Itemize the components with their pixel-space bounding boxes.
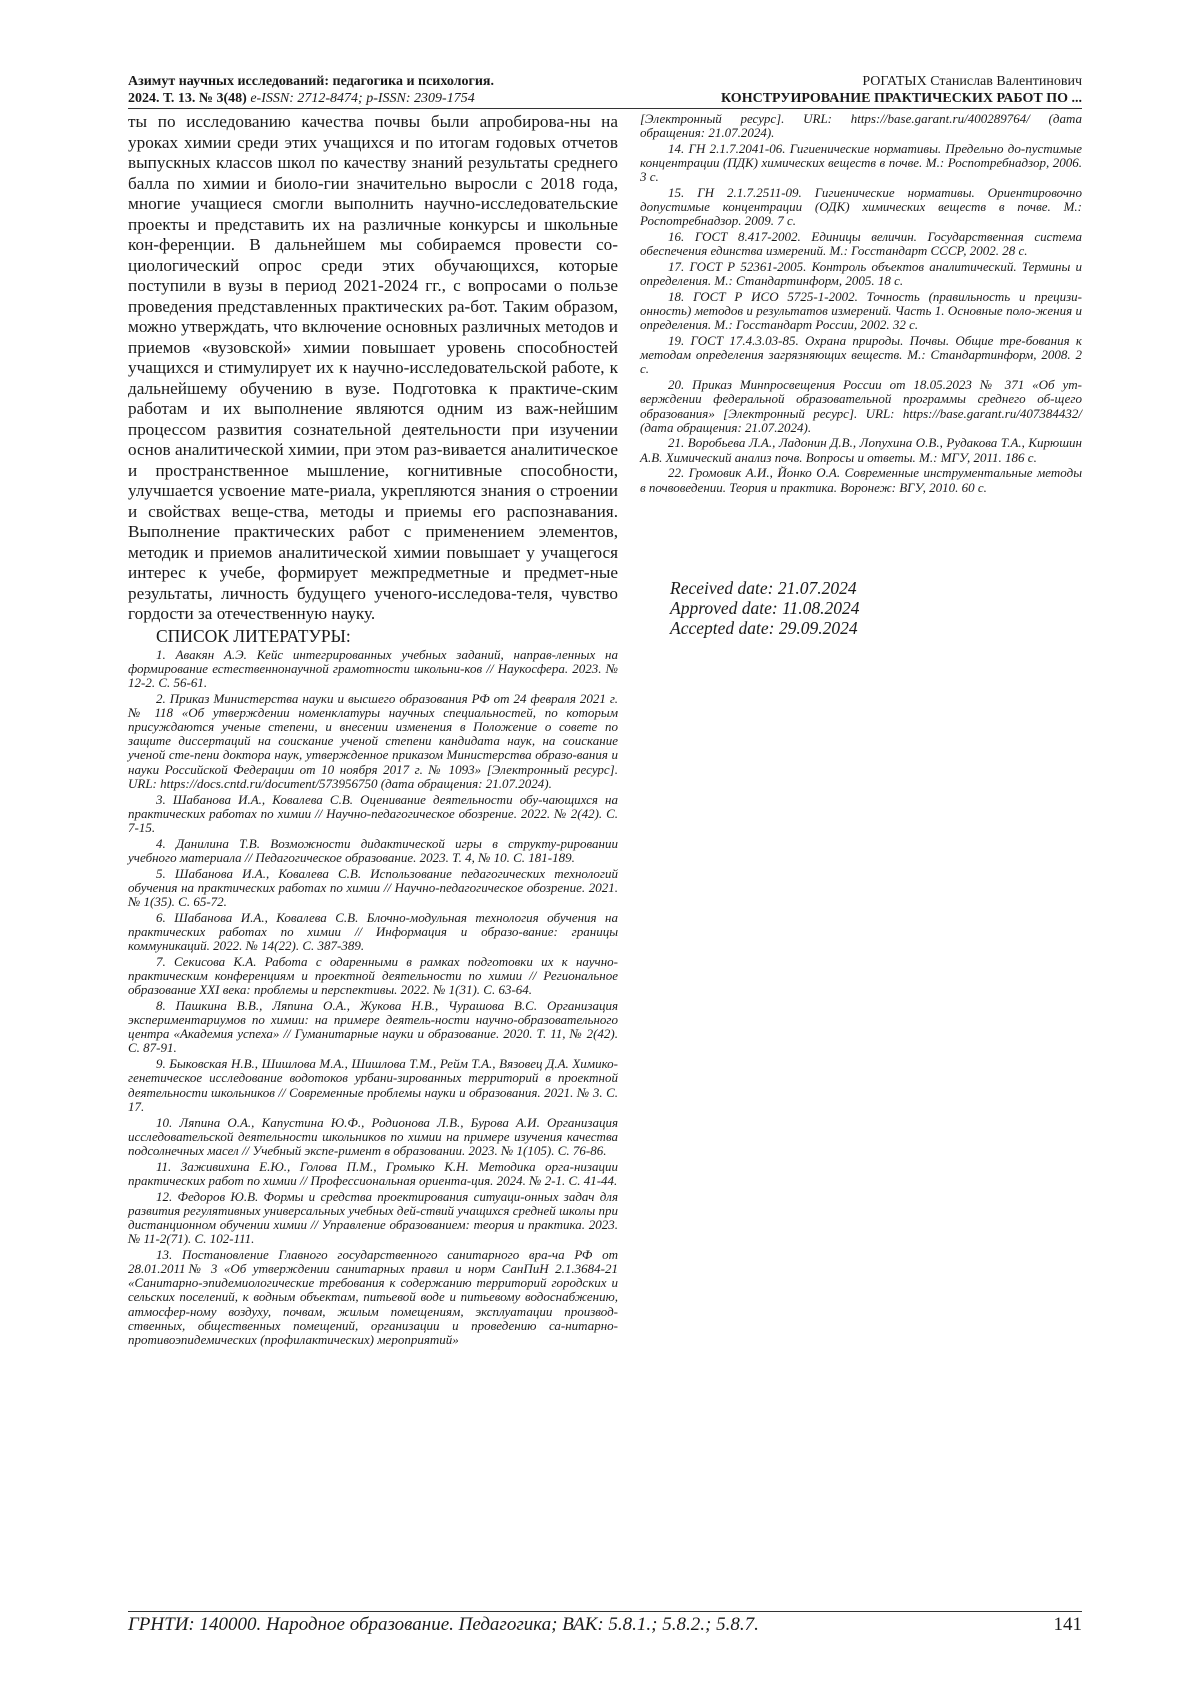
reference-item: 15. ГН 2.1.7.2511-09. Гигиенические нормативы. Ориентировочно допустимые концентрации (ОДК) химических веществ в почве. М.: Роспотребнадзор. 2009. 7 с. (640, 185, 1082, 229)
approved-date: Approved date: 11.08.2024 (670, 598, 860, 618)
journal-issn: e-ISSN: 2712-8474; p-ISSN: 2309-1754 (246, 91, 475, 106)
journal-name: Азимут научных исследований: педагогика и психология. (128, 74, 495, 89)
reference-item: 22. Громовик А.И., Йонко О.А. Современные инструментальные методы в почвоведении. Теория и практика. Воронеж: ВГУ, 2010. 60 с. (640, 465, 1082, 495)
reference-item: 7. Секисова К.А. Работа с одаренными в рамках подготовки их к научно-практическим конференциям и проектной деятельности по химии // Региональное образование XXI века: проблемы и перспективы. 2022. № 1(31). С. 63-64. (128, 953, 618, 998)
reference-item: 8. Пашкина В.В., Ляпина О.А., Жукова Н.В., Чурашова В.С. Организация экспериментариумов по химии: на примере деятель-ности научно-образовательного центра «Академия успеха» // Гуманитарные науки и образование. 2020. Т. 11, № 2(42). С. 87-91. (128, 997, 618, 1056)
accepted-date: Accepted date: 29.09.2024 (670, 618, 858, 638)
footer-classification: ГРНТИ: 140000. Народное образование. Педагогика; ВАК: 5.8.1.; 5.8.2.; 5.8.7. (128, 1614, 759, 1635)
reference-item: 4. Данилина Т.В. Возможности дидактической игры в структу-рировании учебного материала // Педагогическое образование. 2023. Т. 4, № 10. С. 181-189. (128, 835, 618, 865)
reference-item: 20. Приказ Минпросвещения России от 18.05.2023 № 371 «Об ут-верждении федеральной образовательной программы среднего об-щего образования» [Электронный ресурс]. URL: https://base.garant.ru/407384432/ (дата обращения: 21.07.2024). (640, 377, 1082, 435)
reference-item: 9. Быковская Н.В., Шишлова М.А., Шишлова Т.М., Рейм Т.А., Вязовец Д.А. Химико-генетическое исследование водотоков урбани-зированных территорий в проектной деятельности школьников // Современные проблемы науки и образования. 2021. № 3. С. 17. (128, 1056, 618, 1114)
references-list-right (640, 112, 1082, 495)
reference-item: 11. Заживихина Е.Ю., Голова П.М., Громыко К.Н. Методика орга-низации практических работ по химии // Профессиональная ориента-ция. 2024. № 2-1. С. 41-44. (128, 1158, 618, 1188)
page-number: 141 (1053, 1614, 1082, 1635)
references-title: СПИСОК ЛИТЕРАТУРЫ: (156, 625, 351, 646)
reference-item: 21. Воробьева Л.А., Ладонин Д.В., Лопухина О.В., Рудакова Т.А., Кирюшин А.В. Химический анализ почв. Вопросы и ответы. М.: МГУ, 2011. 186 с. (640, 435, 1082, 465)
article-title: КОНСТРУИРОВАНИЕ ПРАКТИЧЕСКИХ РАБОТ ПО ... (721, 91, 1082, 106)
journal-issue: 2024. Т. 13. № 3(48) (128, 91, 247, 106)
reference-item: 18. ГОСТ Р ИСО 5725-1-2002. Точность (правильность и прецизи-онность) методов и результатов измерений. Часть 1. Основные поло-жения и определения. М.: Госстандарт России, 2002. 32 с. (640, 288, 1082, 333)
reference-item: 5. Шабанова И.А., Ковалева С.В. Использование педагогических технологий обучения на практических работах по химии // Научно-педагогическое обозрение. 2021. № 1(35). С. 65-72. (128, 865, 618, 909)
reference-item: 13. Постановление Главного государственного санитарного вра-ча РФ от 28.01.2011№ 3 «Об утверждении санитарных правил и норм СанПиН 2.1.3684-21 «Санитарно-эпидемиологические требования к содержанию территорий городских и сельских поселений, к водным объектам, питьевой воде и питьевому водоснабжению, атмосфер-ному воздуху, почвам, жилым помещениям, эксплуатации производ-ственных, общественных помещений, организации и проведению са-нитарно-противоэпидемических (профилактических) мероприятий» (128, 1246, 618, 1348)
reference-item: 12. Федоров Ю.В. Формы и средства проектирования ситуаци-онных задач для развития регулятивных универсальных учебных дей-ствий учащихся средней школы при дистанционном обучении химии // Управление образованием: теория и практика. 2023. № 11-2(71). С. 102-111. (128, 1188, 618, 1247)
submission-dates (670, 578, 860, 638)
reference-item: 6. Шабанова И.А., Ковалева С.В. Блочно-модульная технология обучения на практических работах по химии // Информация и образо-вание: границы коммуникаций. 2022. № 14(22). С. 387-389. (128, 909, 618, 954)
right-column (640, 112, 1082, 496)
reference-item: 16. ГОСТ 8.417-2002. Единицы величин. Государственная система обеспечения единства измерений. М.: Госстандарт СССР, 2002. 28 с. (640, 229, 1082, 259)
body-paragraph: ты по исследованию качества почвы были апробирова-ны на уроках химии среди этих учащихся и по итогам годовых отчетов выпускных классов школ по качеству знаний результаты среднего балла по химии и биоло-гии значительно выросли с 2018 года, многие учащиеся смогли выполнить научно-исследовательские проекты и представить их на различные конкурсы и школьные кон-ференции. В дальнейшем мы собираемся провести со-циологический опрос среди этих обучающихся, которые поступили в вузы в период 2021-2024 гг., с вопросами о пользе проведения представленных практических ра-бот. Таким образом, можно утверждать, что включение основных различных методов и приемов «вузовской» химии повышает уровень способностей учащихся и стимулирует их к научно-исследовательской работе, к дальнейшему обучению в вузе. Подготовка к практиче-ским работам и их выполнение являются одним из важ-нейшим процессом развития сознательной деятельности при изучении основ аналитической химии, при этом раз-вивается аналитическое и пространственное мышление, когнитивные способности, улучшается усвоение мате-риала, укрепляются знания о строении и свойствах веще-ства, методы и приемы его распознавания. Выполнение практических работ с применением элементов, методик и приемов аналитической химии повышает у учащегося интерес к учебе, формирует межпредметные и предмет-ные результаты, личность будущего ученого-исследова-теля, чувство гордости за отечественную науку. (128, 112, 618, 623)
reference-item: 19. ГОСТ 17.4.3.03-85. Охрана природы. Почвы. Общие тре-бования к методам определения загрязняющих веществ. М.: Стандартинформ, 2008. 2 с. (640, 333, 1082, 377)
reference-item: 17. ГОСТ Р 52361-2005. Контроль объектов аналитический. Термины и определения. М.: Стандартинформ, 2005. 18 с. (640, 259, 1082, 289)
reference-item: 3. Шабанова И.А., Ковалева С.В. Оценивание деятельности обу-чающихся на практических работах по химии // Научно-педагогическое обозрение. 2022. № 2(42). С. 7-15. (128, 791, 618, 835)
article-author: РОГАТЫХ Станислав Валентинович (862, 74, 1082, 89)
reference-item: 1. Авакян А.Э. Кейс интегрированных учебных заданий, направ-ленных на формирование естественнонаучной грамотности школьни-ков // Наукосфера. 2023. № 12-2. С. 56-61. (128, 646, 618, 690)
reference-item: 14. ГН 2.1.7.2041-06. Гигиенические нормативы. Предельно до-пустимые концентрации (ПДК) химических веществ в почве. М.: Роспотребнадзор, 2006. 3 с. (640, 140, 1082, 185)
received-date: Received date: 21.07.2024 (670, 578, 857, 598)
left-column (128, 112, 618, 1349)
references-list-left (128, 648, 618, 1348)
reference-item: 10. Ляпина О.А., Капустина Ю.Ф., Родионова Л.В., Бурова А.И. Организация исследовательской деятельности школьников по химии на примере изучения качества подсолнечных масел // Учебный экспе-римент в образовании. 2023. № 1(105). С. 76-86. (128, 1114, 618, 1158)
header-divider (128, 108, 1082, 109)
reference-continuation: [Электронный ресурс]. URL: https://base.garant.ru/400289764/ (дата обращения: 21.07.2024). (640, 111, 1082, 141)
footer-divider (128, 1611, 1082, 1612)
article-header (522, 73, 1082, 107)
reference-item: 2. Приказ Министерства науки и высшего образования РФ от 24 февраля 2021 г. № 118 «Об утверждении номенклатуры научных специальностей, по которым присуждаются ученые степени, и внесении изменения в Положение о совете по защите диссертаций на соискание ученой степени кандидата наук, на соискание ученой сте-пени доктора наук, утвержденное приказом Министерства образо-вания и науки Российской Федерации от 10 ноября 2017 г. № 1093» [Электронный ресурс]. URL: https://docs.cntd.ru/document/573956750 (дата обращения: 21.07.2024). (128, 690, 618, 791)
